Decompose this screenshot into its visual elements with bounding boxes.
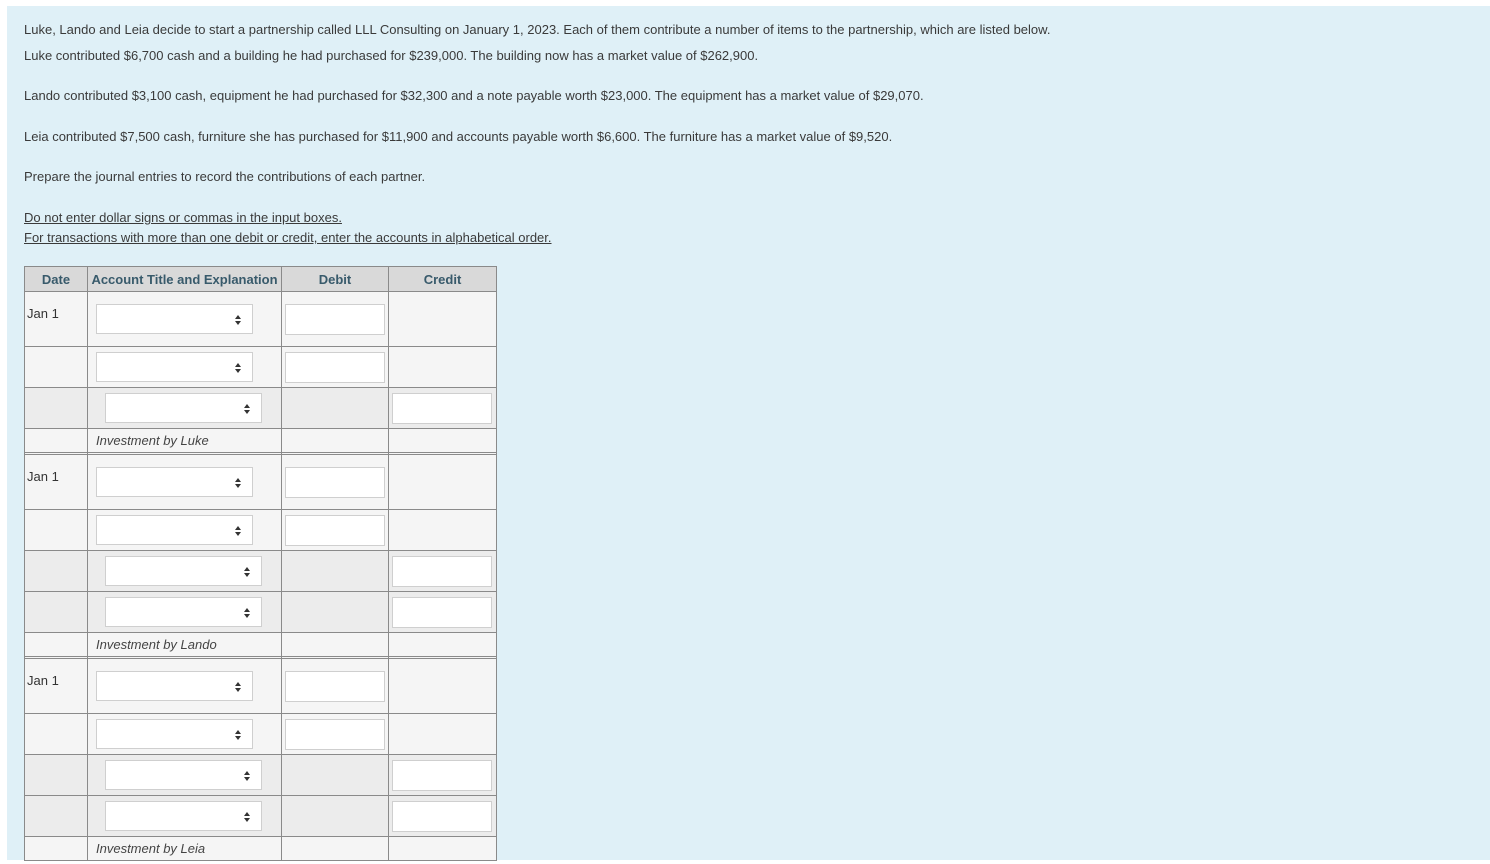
date-cell-empty <box>25 837 88 861</box>
debit-cell-empty <box>282 429 389 453</box>
debit-cell-empty <box>282 592 389 633</box>
note-alphabetical-order: For transactions with more than one debit or credit, enter the accounts in alphabetical order. <box>24 230 552 245</box>
entry-date: Jan 1 <box>25 455 88 510</box>
entry-explanation: Investment by Luke <box>88 429 282 453</box>
updown-arrow-icon <box>243 607 251 619</box>
journal-row <box>25 388 497 429</box>
updown-arrow-icon <box>234 729 242 741</box>
journal-table <box>24 266 497 861</box>
entry-explanation: Investment by Leia <box>88 837 282 861</box>
header-account: Account Title and Explanation <box>88 267 282 292</box>
date-cell-empty <box>25 592 88 633</box>
credit-input[interactable] <box>392 597 492 628</box>
intro-text: Luke, Lando and Leia decide to start a partnership called LLL Consulting on January 1, 2023. Each of them contribute a number of items to the partnership, which are listed below. <box>24 22 1051 37</box>
account-select[interactable] <box>105 393 262 423</box>
entry-date: Jan 1 <box>25 292 88 347</box>
updown-arrow-icon <box>234 681 242 693</box>
journal-row <box>25 510 497 551</box>
debit-input[interactable] <box>285 352 385 383</box>
updown-arrow-icon <box>234 314 242 326</box>
entry-date: Jan 1 <box>25 659 88 714</box>
explanation-row <box>25 429 497 453</box>
debit-input[interactable] <box>285 719 385 750</box>
journal-row <box>25 292 497 347</box>
luke-contribution-text: Luke contributed $6,700 cash and a building he had purchased for $239,000. The building now has a market value of $262,900. <box>24 48 759 63</box>
journal-row <box>25 796 497 837</box>
credit-input[interactable] <box>392 393 492 424</box>
date-cell-empty <box>25 388 88 429</box>
explanation-row <box>25 837 497 861</box>
credit-cell-empty <box>389 714 497 755</box>
question-panel <box>7 6 1490 860</box>
debit-input[interactable] <box>285 515 385 546</box>
credit-cell-empty <box>389 659 497 714</box>
updown-arrow-icon <box>243 403 251 415</box>
credit-cell-empty <box>389 510 497 551</box>
journal-row <box>25 714 497 755</box>
instruction-text: Prepare the journal entries to record the contributions of each partner. <box>24 169 426 184</box>
debit-cell-empty <box>282 837 389 861</box>
lando-contribution-text: Lando contributed $3,100 cash, equipment he had purchased for $32,300 and a note payable worth $23,000. The equipment has a market value of $29,070. <box>24 88 924 103</box>
account-select[interactable] <box>96 515 253 545</box>
credit-cell-empty <box>389 633 497 657</box>
journal-row <box>25 755 497 796</box>
account-select[interactable] <box>105 556 262 586</box>
debit-cell-empty <box>282 755 389 796</box>
account-select[interactable] <box>96 719 253 749</box>
date-cell-empty <box>25 429 88 453</box>
date-cell-empty <box>25 714 88 755</box>
date-cell-empty <box>25 796 88 837</box>
header-credit: Credit <box>389 267 497 292</box>
credit-cell-empty <box>389 455 497 510</box>
journal-row <box>25 551 497 592</box>
date-cell-empty <box>25 633 88 657</box>
updown-arrow-icon <box>234 477 242 489</box>
date-cell-empty <box>25 551 88 592</box>
account-select[interactable] <box>96 467 253 497</box>
entry-explanation: Investment by Lando <box>88 633 282 657</box>
journal-row <box>25 455 497 510</box>
header-debit: Debit <box>282 267 389 292</box>
updown-arrow-icon <box>243 566 251 578</box>
note-no-dollar-signs: Do not enter dollar signs or commas in the input boxes. <box>24 210 342 225</box>
account-select[interactable] <box>105 760 262 790</box>
leia-contribution-text: Leia contributed $7,500 cash, furniture she has purchased for $11,900 and accounts payable worth $6,600. The furniture has a market value of $9,520. <box>24 129 893 144</box>
credit-cell-empty <box>389 837 497 861</box>
journal-row <box>25 592 497 633</box>
date-cell-empty <box>25 510 88 551</box>
date-cell-empty <box>25 755 88 796</box>
date-cell-empty <box>25 347 88 388</box>
journal-row <box>25 659 497 714</box>
debit-cell-empty <box>282 633 389 657</box>
debit-cell-empty <box>282 551 389 592</box>
account-select[interactable] <box>96 671 253 701</box>
credit-input[interactable] <box>392 556 492 587</box>
account-select[interactable] <box>105 801 262 831</box>
credit-cell-empty <box>389 429 497 453</box>
credit-input[interactable] <box>392 801 492 832</box>
account-select[interactable] <box>105 597 262 627</box>
debit-cell-empty <box>282 388 389 429</box>
debit-input[interactable] <box>285 671 385 702</box>
account-select[interactable] <box>96 352 253 382</box>
updown-arrow-icon <box>243 811 251 823</box>
debit-input[interactable] <box>285 304 385 335</box>
updown-arrow-icon <box>234 362 242 374</box>
credit-cell-empty <box>389 347 497 388</box>
journal-row <box>25 347 497 388</box>
account-select[interactable] <box>96 304 253 334</box>
header-date: Date <box>25 267 88 292</box>
credit-cell-empty <box>389 292 497 347</box>
credit-input[interactable] <box>392 760 492 791</box>
journal-header-row <box>25 267 497 292</box>
debit-cell-empty <box>282 796 389 837</box>
debit-input[interactable] <box>285 467 385 498</box>
updown-arrow-icon <box>243 770 251 782</box>
explanation-row <box>25 633 497 657</box>
updown-arrow-icon <box>234 525 242 537</box>
